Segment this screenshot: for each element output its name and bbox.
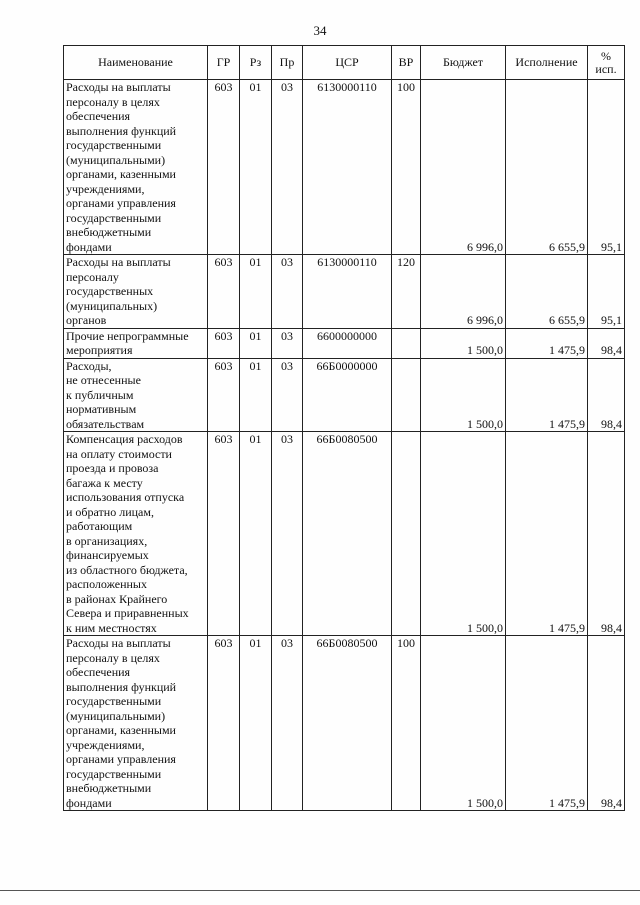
- table-row: [64, 80, 625, 255]
- table-row: [64, 255, 625, 329]
- row-budget-cell: 1 500,0: [421, 358, 506, 432]
- row-percent-cell: 98,4: [588, 432, 625, 636]
- row-csr-cell: 66Б0080500: [303, 432, 392, 636]
- row-csr-cell: 6600000000: [303, 328, 392, 358]
- header-csr: ЦСР: [303, 46, 392, 80]
- page-number: 34: [313, 23, 327, 38]
- row-budget-cell: 1 500,0: [421, 328, 506, 358]
- row-gr-cell: 603: [208, 432, 240, 636]
- row-name-cell: Прочие непрограммные мероприятия: [64, 328, 208, 358]
- row-csr-cell: 6130000110: [303, 80, 392, 255]
- row-name-cell: Расходы на выплаты персоналу в целях обеспечения выполнения функций государственными (муниципальными) органами, казенными учреждениями, органами управления государственными внебюджетными фондами: [64, 636, 208, 811]
- table-row: [64, 636, 625, 811]
- row-execution-cell: 1 475,9: [506, 328, 588, 358]
- row-gr-cell: 603: [208, 636, 240, 811]
- row-gr-cell: 603: [208, 255, 240, 329]
- row-name-cell: Компенсация расходов на оплату стоимости проезда и провоза багажа к месту использования отпуска и обратно лицам, работающим в организациях, финансируемых из областного бюджета, расположенных в районах Крайнего Севера и приравненных к ним местностях: [64, 432, 208, 636]
- header-rz: Рз: [240, 46, 272, 80]
- row-execution-cell: 1 475,9: [506, 636, 588, 811]
- header-budget: Бюджет: [421, 46, 506, 80]
- header-name: Наименование: [64, 46, 208, 80]
- row-gr-cell: 603: [208, 358, 240, 432]
- row-pr-cell: 03: [272, 328, 303, 358]
- row-name-cell: Расходы на выплаты персоналу государственных (муниципальных) органов: [64, 255, 208, 329]
- row-vr-cell: 120: [392, 255, 421, 329]
- table-row: [64, 358, 625, 432]
- header-vr: ВР: [392, 46, 421, 80]
- row-percent-cell: 95,1: [588, 80, 625, 255]
- row-rz-cell: 01: [240, 255, 272, 329]
- row-pr-cell: 03: [272, 358, 303, 432]
- row-percent-cell: 98,4: [588, 636, 625, 811]
- row-csr-cell: 66Б0000000: [303, 358, 392, 432]
- row-rz-cell: 01: [240, 636, 272, 811]
- table-row: [64, 328, 625, 358]
- page-bottom-rule: [0, 890, 640, 891]
- row-csr-cell: 6130000110: [303, 255, 392, 329]
- header-pr: Пр: [272, 46, 303, 80]
- row-vr-cell: 100: [392, 80, 421, 255]
- row-pr-cell: 03: [272, 432, 303, 636]
- row-vr-cell: [392, 358, 421, 432]
- row-rz-cell: 01: [240, 80, 272, 255]
- row-vr-cell: 100: [392, 636, 421, 811]
- row-budget-cell: 1 500,0: [421, 432, 506, 636]
- row-budget-cell: 6 996,0: [421, 255, 506, 329]
- table-header-row: [64, 46, 625, 80]
- row-budget-cell: 6 996,0: [421, 80, 506, 255]
- row-gr-cell: 603: [208, 80, 240, 255]
- header-execution: Исполнение: [506, 46, 588, 80]
- row-execution-cell: 6 655,9: [506, 255, 588, 329]
- row-execution-cell: 1 475,9: [506, 432, 588, 636]
- row-csr-cell: 66Б0080500: [303, 636, 392, 811]
- row-vr-cell: [392, 328, 421, 358]
- row-execution-cell: 6 655,9: [506, 80, 588, 255]
- budget-execution-table: [63, 45, 625, 811]
- row-rz-cell: 01: [240, 328, 272, 358]
- row-name-cell: Расходы, не отнесенные к публичным нормативным обязательствам: [64, 358, 208, 432]
- row-pr-cell: 03: [272, 636, 303, 811]
- row-vr-cell: [392, 432, 421, 636]
- header-gr: ГР: [208, 46, 240, 80]
- table-row: [64, 432, 625, 636]
- header-percent: % исп.: [588, 46, 625, 80]
- row-percent-cell: 98,4: [588, 328, 625, 358]
- row-execution-cell: 1 475,9: [506, 358, 588, 432]
- row-name-cell: Расходы на выплаты персоналу в целях обеспечения выполнения функций государственными (муниципальными) органами, казенными учреждениями, органами управления государственными внебюджетными фондами: [64, 80, 208, 255]
- row-gr-cell: 603: [208, 328, 240, 358]
- row-percent-cell: 98,4: [588, 358, 625, 432]
- row-rz-cell: 01: [240, 358, 272, 432]
- row-rz-cell: 01: [240, 432, 272, 636]
- row-pr-cell: 03: [272, 80, 303, 255]
- row-budget-cell: 1 500,0: [421, 636, 506, 811]
- row-pr-cell: 03: [272, 255, 303, 329]
- row-percent-cell: 95,1: [588, 255, 625, 329]
